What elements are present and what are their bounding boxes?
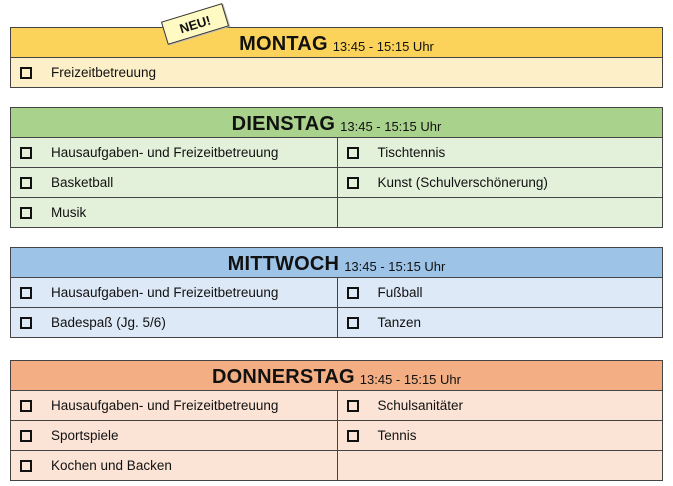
- empty-cell: [337, 451, 663, 480]
- checkbox[interactable]: [20, 460, 32, 472]
- day-block-montag: [10, 27, 663, 88]
- activity-label: Tennis: [377, 428, 417, 443]
- day-time: 13:45 - 15:15 Uhr: [340, 119, 442, 134]
- day-header: [10, 107, 663, 138]
- activity-cell[interactable]: [11, 391, 337, 420]
- checkbox[interactable]: [347, 147, 359, 159]
- activity-label: Freizeitbetreuung: [51, 65, 157, 80]
- day-time: 13:45 - 15:15 Uhr: [332, 39, 434, 54]
- activity-row: [11, 278, 662, 308]
- activity-row: [11, 138, 662, 168]
- day-time: 13:45 - 15:15 Uhr: [344, 259, 446, 274]
- checkbox[interactable]: [347, 400, 359, 412]
- activity-label: Kochen und Backen: [51, 458, 172, 473]
- checkbox[interactable]: [347, 177, 359, 189]
- activity-cell[interactable]: [337, 391, 663, 420]
- checkbox[interactable]: [347, 317, 359, 329]
- day-header: [10, 360, 663, 391]
- activity-label: Basketball: [51, 175, 114, 190]
- day-title: MITTWOCH: [227, 253, 340, 275]
- day-time: 13:45 - 15:15 Uhr: [359, 372, 461, 387]
- day-block-dienstag: [10, 107, 663, 228]
- activity-label: Schulsanitäter: [377, 398, 464, 413]
- checkbox[interactable]: [20, 147, 32, 159]
- day-title: MONTAG: [239, 33, 328, 55]
- activity-cell[interactable]: [337, 278, 663, 307]
- activity-row: [11, 421, 662, 451]
- activity-cell[interactable]: [11, 138, 337, 167]
- activity-label: Hausaufgaben- und Freizeitbetreuung: [51, 398, 279, 413]
- activity-cell[interactable]: [337, 168, 663, 197]
- activity-label: Tischtennis: [377, 145, 446, 160]
- day-title: DONNERSTAG: [212, 366, 355, 388]
- activity-label: Hausaufgaben- und Freizeitbetreuung: [51, 145, 279, 160]
- activity-row: [11, 391, 662, 421]
- checkbox[interactable]: [20, 430, 32, 442]
- checkbox[interactable]: [20, 177, 32, 189]
- activity-row: [11, 168, 662, 198]
- checkbox[interactable]: [20, 400, 32, 412]
- checkbox[interactable]: [20, 317, 32, 329]
- day-header: [10, 27, 663, 58]
- day-block-donnerstag: [10, 360, 663, 481]
- checkbox[interactable]: [20, 67, 32, 79]
- activity-row: [11, 308, 662, 338]
- day-title: DIENSTAG: [231, 113, 336, 135]
- empty-cell: [337, 198, 663, 227]
- activity-cell[interactable]: [11, 278, 337, 307]
- activity-label: Sportspiele: [51, 428, 119, 443]
- activity-row: [11, 451, 662, 481]
- activity-cell[interactable]: [11, 308, 337, 337]
- activity-cell[interactable]: [11, 58, 662, 87]
- activity-label: Fußball: [377, 285, 423, 300]
- activity-cell[interactable]: [337, 421, 663, 450]
- activity-label: Hausaufgaben- und Freizeitbetreuung: [51, 285, 279, 300]
- neu-badge: NEU!: [161, 3, 229, 45]
- checkbox[interactable]: [20, 287, 32, 299]
- activity-cell[interactable]: [11, 198, 337, 227]
- checkbox[interactable]: [347, 430, 359, 442]
- activity-label: Tanzen: [377, 315, 422, 330]
- checkbox[interactable]: [20, 207, 32, 219]
- activity-row: [11, 58, 662, 88]
- activity-cell[interactable]: [11, 421, 337, 450]
- activity-row: [11, 198, 662, 228]
- activity-cell[interactable]: [11, 451, 337, 480]
- activity-cell[interactable]: [11, 168, 337, 197]
- activity-cell[interactable]: [337, 308, 663, 337]
- checkbox[interactable]: [347, 287, 359, 299]
- day-block-mittwoch: [10, 247, 663, 338]
- activity-label: Kunst (Schulverschönerung): [377, 175, 548, 190]
- activity-label: Badespaß (Jg. 5/6): [51, 315, 166, 330]
- activity-cell[interactable]: [337, 138, 663, 167]
- activity-label: Musik: [51, 205, 87, 220]
- day-header: [10, 247, 663, 278]
